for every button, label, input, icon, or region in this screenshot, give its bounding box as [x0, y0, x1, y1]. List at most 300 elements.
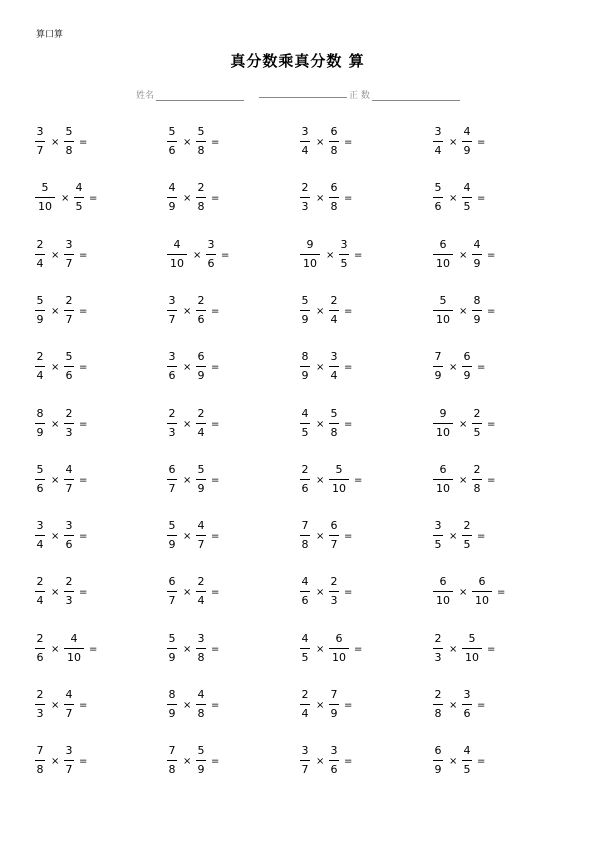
fraction-bar	[339, 254, 349, 255]
numerator: 4	[168, 181, 176, 195]
equals-sign: =	[344, 362, 353, 374]
equals-sign: =	[89, 193, 98, 205]
numerator: 2	[65, 406, 73, 420]
fraction	[196, 631, 206, 666]
numerator: 4	[463, 181, 471, 195]
problem-item	[300, 631, 390, 671]
fraction	[433, 349, 443, 384]
times-sign: ×	[316, 587, 325, 599]
fraction-bar	[167, 423, 177, 424]
fraction	[35, 574, 45, 609]
fraction-bar	[64, 704, 74, 705]
numerator: 2	[65, 575, 73, 589]
fraction-bar	[35, 648, 45, 649]
fraction-bar	[196, 648, 206, 649]
fraction	[329, 124, 339, 159]
fraction-bar	[35, 141, 45, 142]
fraction	[329, 743, 339, 778]
fraction	[433, 687, 443, 722]
fraction	[300, 518, 310, 553]
denominator: 4	[301, 144, 309, 157]
times-sign: ×	[61, 193, 70, 205]
fraction	[196, 518, 206, 553]
denominator: 7	[65, 481, 73, 495]
denominator: 3	[36, 707, 44, 720]
denominator: 5	[75, 200, 83, 214]
denominator: 9	[473, 312, 481, 326]
fraction	[196, 349, 206, 384]
fraction-bar	[167, 197, 177, 198]
numerator: 4	[463, 744, 471, 758]
equals-sign: =	[477, 531, 486, 543]
denominator: 9	[330, 707, 338, 720]
fraction-bar	[35, 423, 45, 424]
numerator: 7	[330, 688, 338, 701]
numerator: 8	[168, 688, 176, 701]
problem-item	[167, 349, 257, 389]
equals-sign: =	[477, 137, 486, 148]
denominator: 5	[463, 763, 471, 777]
fraction	[300, 237, 320, 272]
times-sign: ×	[51, 756, 60, 768]
denominator: 8	[36, 763, 44, 777]
name-label: 姓名	[136, 91, 155, 101]
fraction-bar	[64, 479, 74, 480]
denominator: 5	[301, 425, 309, 439]
fraction-bar	[329, 760, 339, 761]
denominator: 9	[463, 369, 471, 383]
numerator: 5	[197, 744, 205, 758]
fraction-bar	[300, 479, 310, 480]
times-sign: ×	[51, 418, 60, 430]
times-sign: ×	[316, 474, 325, 486]
numerator: 2	[36, 237, 44, 251]
fraction-bar	[300, 648, 310, 649]
fraction-bar	[462, 648, 482, 649]
denominator: 9	[36, 312, 44, 326]
times-sign: ×	[51, 305, 60, 317]
fraction-bar	[35, 479, 45, 480]
times-sign: ×	[449, 531, 458, 543]
fraction	[64, 124, 74, 159]
fraction	[300, 406, 310, 441]
fraction	[329, 687, 339, 722]
numerator: 5	[197, 125, 205, 138]
fraction-bar	[300, 254, 320, 255]
equals-sign: =	[211, 643, 220, 655]
fraction	[329, 180, 339, 215]
problem-item	[167, 180, 257, 220]
fraction-bar	[433, 704, 443, 705]
numerator: 5	[168, 631, 176, 645]
numerator: 9	[439, 406, 447, 420]
denominator: 7	[36, 144, 44, 157]
fraction-bar	[462, 760, 472, 761]
equals-sign: =	[79, 587, 88, 599]
times-sign: ×	[316, 362, 325, 374]
denominator: 4	[197, 425, 205, 439]
problem-item	[433, 124, 523, 164]
fraction-bar	[64, 591, 74, 592]
worksheet-corner-label: 算口算	[36, 30, 64, 40]
fraction-bar	[329, 591, 339, 592]
problem-item	[35, 293, 125, 333]
fraction	[35, 180, 55, 215]
fraction	[64, 574, 74, 609]
denominator: 7	[301, 763, 309, 777]
fraction	[300, 293, 310, 328]
fraction-bar	[329, 648, 349, 649]
equals-sign: =	[211, 531, 220, 543]
times-sign: ×	[183, 137, 192, 148]
fraction	[462, 687, 472, 722]
times-sign: ×	[51, 700, 60, 711]
denominator: 7	[65, 763, 73, 777]
problem-item	[167, 406, 257, 446]
fraction-bar	[300, 366, 310, 367]
fraction-bar	[433, 591, 453, 592]
denominator: 6	[197, 312, 205, 326]
numerator: 7	[301, 519, 309, 533]
numerator: 3	[301, 744, 309, 758]
denominator: 9	[473, 256, 481, 270]
fraction	[433, 406, 453, 441]
fraction	[472, 293, 482, 328]
numerator: 5	[36, 462, 44, 476]
numerator: 2	[36, 631, 44, 645]
fraction-bar	[433, 760, 443, 761]
fraction-bar	[300, 760, 310, 761]
problem-item	[433, 349, 523, 389]
denominator: 8	[65, 144, 73, 157]
fraction	[329, 574, 339, 609]
times-sign: ×	[183, 474, 192, 486]
denominator: 3	[65, 594, 73, 608]
denominator: 8	[197, 650, 205, 664]
numerator: 3	[340, 237, 348, 251]
fraction-bar	[167, 535, 177, 536]
denominator: 5	[473, 425, 481, 439]
problem-item	[167, 631, 257, 671]
problem-item	[35, 574, 125, 614]
fraction-bar	[433, 423, 453, 424]
fraction	[300, 124, 310, 159]
denominator: 9	[301, 312, 309, 326]
equals-sign: =	[477, 362, 486, 374]
fraction-bar	[196, 366, 206, 367]
fraction-bar	[462, 197, 472, 198]
denominator: 3	[330, 594, 338, 608]
denominator: 9	[168, 707, 176, 720]
denominator: 6	[434, 200, 442, 214]
numerator: 2	[473, 462, 481, 476]
numerator: 2	[301, 181, 309, 195]
fraction	[462, 743, 472, 778]
equals-sign: =	[487, 474, 496, 486]
fraction	[433, 743, 443, 778]
problem-item	[35, 406, 125, 446]
times-sign: ×	[316, 418, 325, 430]
fraction-bar	[329, 141, 339, 142]
fraction-bar	[472, 591, 492, 592]
name-field	[136, 88, 244, 100]
equals-sign: =	[344, 700, 353, 711]
numerator: 7	[434, 350, 442, 364]
denominator: 8	[197, 144, 205, 157]
times-sign: ×	[51, 531, 60, 543]
denominator: 10	[436, 594, 450, 608]
denominator: 6	[301, 481, 309, 495]
fraction-bar	[64, 423, 74, 424]
fraction	[329, 462, 349, 497]
denominator: 10	[67, 650, 81, 664]
times-sign: ×	[183, 418, 192, 430]
numerator: 4	[301, 406, 309, 420]
fraction-bar	[167, 591, 177, 592]
fraction	[433, 124, 443, 159]
times-sign: ×	[51, 474, 60, 486]
fraction-bar	[206, 254, 216, 255]
numerator: 5	[434, 181, 442, 195]
fraction-bar	[433, 197, 443, 198]
times-sign: ×	[51, 137, 60, 148]
fraction	[167, 462, 177, 497]
fraction	[300, 349, 310, 384]
problem-item	[433, 574, 523, 614]
denominator: 5	[434, 538, 442, 552]
numerator: 5	[468, 631, 476, 645]
denominator: 6	[36, 481, 44, 495]
denominator: 6	[207, 256, 215, 270]
fraction-bar	[472, 254, 482, 255]
fraction-bar	[329, 535, 339, 536]
numerator: 4	[70, 631, 78, 645]
fraction	[300, 687, 310, 722]
denominator: 9	[168, 200, 176, 214]
equals-sign: =	[354, 249, 363, 261]
numerator: 4	[65, 462, 73, 476]
fraction	[472, 237, 482, 272]
denominator: 8	[473, 481, 481, 495]
fraction	[35, 743, 45, 778]
fraction-bar	[196, 423, 206, 424]
numerator: 3	[36, 519, 44, 533]
equals-sign: =	[79, 249, 88, 261]
fraction	[196, 180, 206, 215]
fraction	[462, 124, 472, 159]
denominator: 7	[168, 594, 176, 608]
fraction	[196, 124, 206, 159]
denominator: 10	[436, 256, 450, 270]
fraction-bar	[35, 310, 45, 311]
fraction	[472, 406, 482, 441]
numerator: 4	[301, 575, 309, 589]
denominator: 8	[330, 425, 338, 439]
fraction	[167, 124, 177, 159]
numerator: 5	[330, 406, 338, 420]
problem-item	[300, 687, 390, 727]
denominator: 3	[168, 425, 176, 439]
fraction	[64, 237, 74, 272]
denominator: 9	[463, 144, 471, 157]
denominator: 6	[301, 594, 309, 608]
problem-item	[433, 743, 523, 783]
equals-sign: =	[79, 418, 88, 430]
times-sign: ×	[183, 587, 192, 599]
times-sign: ×	[183, 193, 192, 205]
numerator: 4	[197, 688, 205, 701]
fraction	[433, 518, 443, 553]
denominator: 3	[65, 425, 73, 439]
fraction	[167, 406, 177, 441]
numerator: 6	[197, 350, 205, 364]
numerator: 7	[36, 744, 44, 758]
denominator: 8	[301, 538, 309, 552]
equals-sign: =	[344, 305, 353, 317]
fraction-bar	[433, 254, 453, 255]
fraction	[167, 293, 177, 328]
fraction-bar	[462, 141, 472, 142]
fraction-bar	[300, 310, 310, 311]
denominator: 8	[330, 200, 338, 214]
fraction	[35, 349, 45, 384]
denominator: 10	[170, 256, 184, 270]
fraction-bar	[300, 704, 310, 705]
denominator: 8	[168, 763, 176, 777]
fraction-bar	[64, 648, 84, 649]
fraction-bar	[433, 535, 443, 536]
numerator: 4	[173, 237, 181, 251]
numerator: 3	[168, 350, 176, 364]
equals-sign: =	[79, 531, 88, 543]
fraction	[300, 574, 310, 609]
fraction	[64, 631, 84, 666]
denominator: 5	[463, 538, 471, 552]
fraction	[206, 237, 216, 272]
problem-item	[35, 743, 125, 783]
fraction	[462, 349, 472, 384]
fraction-bar	[196, 479, 206, 480]
equals-sign: =	[477, 193, 486, 205]
fraction	[167, 349, 177, 384]
equals-sign: =	[79, 700, 88, 711]
fraction	[167, 631, 177, 666]
denominator: 9	[168, 650, 176, 664]
problem-item	[433, 237, 523, 277]
numerator: 2	[197, 293, 205, 307]
fraction	[167, 518, 177, 553]
numerator: 8	[473, 293, 481, 307]
numerator: 2	[434, 631, 442, 645]
fraction-bar	[64, 310, 74, 311]
equals-sign: =	[89, 643, 98, 655]
numerator: 3	[168, 293, 176, 307]
equals-sign: =	[344, 531, 353, 543]
numerator: 2	[197, 575, 205, 589]
denominator: 10	[38, 200, 52, 214]
fraction	[329, 349, 339, 384]
fraction	[167, 237, 187, 272]
fraction-bar	[35, 254, 45, 255]
fraction	[64, 406, 74, 441]
numerator: 3	[65, 519, 73, 533]
denominator: 9	[197, 369, 205, 383]
numerator: 2	[301, 688, 309, 701]
fraction-bar	[35, 760, 45, 761]
equals-sign: =	[344, 587, 353, 599]
fraction-bar	[196, 310, 206, 311]
denominator: 4	[197, 594, 205, 608]
equals-sign: =	[487, 643, 496, 655]
equals-sign: =	[487, 418, 496, 430]
fraction	[300, 631, 310, 666]
fraction-bar	[64, 254, 74, 255]
denominator: 10	[436, 425, 450, 439]
numerator: 2	[197, 181, 205, 195]
times-sign: ×	[449, 643, 458, 655]
fraction	[433, 631, 443, 666]
times-sign: ×	[459, 587, 468, 599]
denominator: 3	[434, 650, 442, 664]
denominator: 4	[36, 256, 44, 270]
fraction-bar	[196, 760, 206, 761]
equals-sign: =	[79, 362, 88, 374]
equals-sign: =	[487, 249, 496, 261]
fraction-bar	[300, 423, 310, 424]
numerator: 2	[197, 406, 205, 420]
numerator: 5	[439, 293, 447, 307]
equals-sign: =	[221, 249, 230, 261]
fraction	[64, 518, 74, 553]
numerator: 6	[478, 575, 486, 589]
problem-item	[167, 687, 257, 727]
numerator: 2	[36, 575, 44, 589]
fraction-bar	[433, 648, 443, 649]
fraction-bar	[35, 366, 45, 367]
equals-sign: =	[79, 137, 88, 148]
numerator: 2	[168, 406, 176, 420]
denominator: 5	[301, 650, 309, 664]
fraction	[35, 237, 45, 272]
times-sign: ×	[193, 249, 202, 261]
fraction-bar	[472, 479, 482, 480]
numerator: 5	[301, 293, 309, 307]
numerator: 7	[168, 744, 176, 758]
equals-sign: =	[79, 756, 88, 768]
fraction-bar	[329, 479, 349, 480]
fraction	[196, 406, 206, 441]
fraction	[196, 743, 206, 778]
denominator: 7	[168, 312, 176, 326]
fraction-bar	[167, 479, 177, 480]
fraction	[462, 518, 472, 553]
denominator: 10	[303, 256, 317, 270]
numerator: 5	[168, 125, 176, 138]
numerator: 3	[434, 519, 442, 533]
denominator: 7	[330, 538, 338, 552]
times-sign: ×	[51, 362, 60, 374]
fraction	[433, 574, 453, 609]
denominator: 9	[434, 369, 442, 383]
numerator: 2	[473, 406, 481, 420]
fraction-bar	[329, 310, 339, 311]
fraction	[300, 180, 310, 215]
denominator: 4	[301, 707, 309, 720]
denominator: 4	[330, 312, 338, 326]
denominator: 6	[168, 369, 176, 383]
numerator: 4	[65, 688, 73, 701]
denominator: 9	[301, 369, 309, 383]
